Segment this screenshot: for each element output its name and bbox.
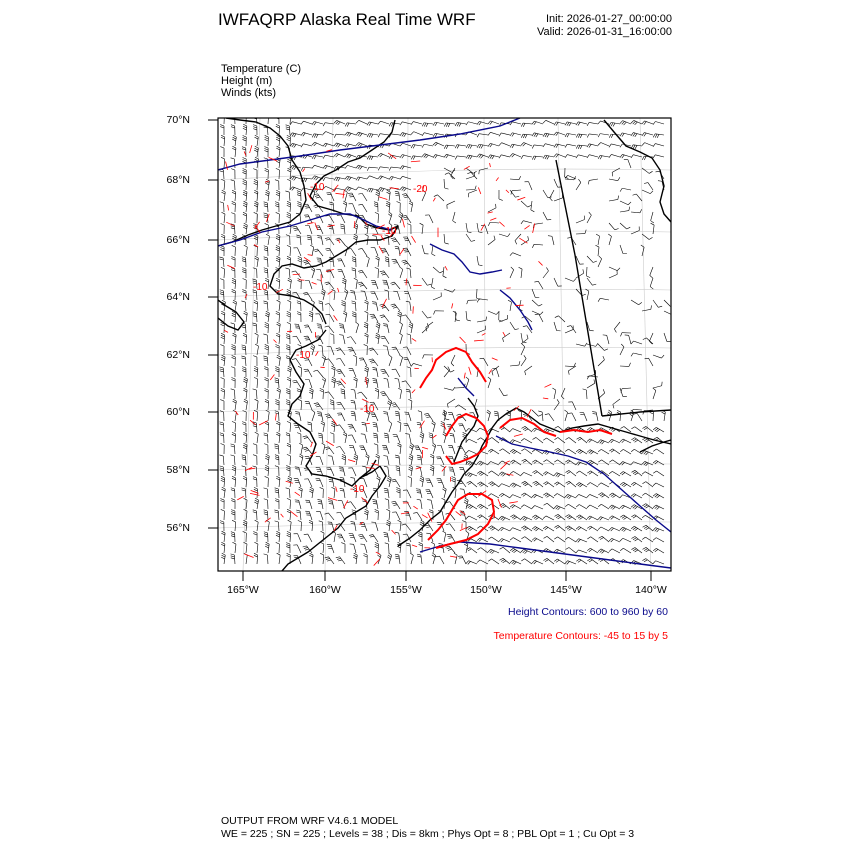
- wind-barb-feather: [253, 116, 257, 117]
- lon-label: 140°W: [635, 584, 667, 596]
- lon-label: 160°W: [309, 584, 341, 596]
- wind-barb-feather: [265, 113, 269, 115]
- temp-label: -10: [350, 484, 365, 495]
- temp-label: -10: [382, 226, 397, 237]
- lat-label: 60°N: [166, 406, 190, 418]
- temp-label: -20: [413, 184, 428, 195]
- wind-barb-feather: [275, 114, 279, 115]
- wind-barb-feather: [221, 113, 225, 115]
- lat-label: 56°N: [166, 522, 190, 534]
- wind-barb-feather: [243, 115, 247, 117]
- legend-winds: Winds (kts): [221, 87, 276, 99]
- height-contour-info: Height Contours: 600 to 960 by 60: [508, 606, 668, 618]
- wind-barb-feather: [253, 114, 257, 115]
- wind-barb-feather: [243, 113, 247, 115]
- wind-barb-feather: [275, 116, 279, 117]
- model-config-line: WE = 225 ; SN = 225 ; Levels = 38 ; Dis = 8km ; Phys Opt = 8 ; PBL Opt = 1 ; Cu Opt = 3: [221, 828, 635, 840]
- temperature-contour-info: Temperature Contours: -45 to 15 by 5: [493, 630, 668, 642]
- wind-barb-feather: [287, 113, 291, 115]
- model-output-line: OUTPUT FROM WRF V4.6.1 MODEL: [221, 815, 399, 827]
- valid-time: Valid: 2026-01-31_16:00:00: [537, 26, 672, 38]
- temp-label: -10: [360, 404, 375, 415]
- lon-label: 150°W: [470, 584, 502, 596]
- temperature-contour-segment: [366, 423, 370, 424]
- lat-label: 68°N: [166, 174, 190, 186]
- legend-height: Height (m): [221, 75, 273, 87]
- wind-barb-feather: [265, 115, 269, 117]
- lat-label: 64°N: [166, 291, 190, 303]
- lon-label: 165°W: [227, 584, 259, 596]
- lon-label: 145°W: [550, 584, 582, 596]
- init-time: Init: 2026-01-27_00:00:00: [546, 13, 672, 25]
- legend-temperature: Temperature (C): [221, 63, 302, 75]
- lat-label: 62°N: [166, 349, 190, 361]
- lat-label: 66°N: [166, 234, 190, 246]
- lon-label: 155°W: [390, 584, 422, 596]
- temp-label: -10: [253, 282, 268, 293]
- wind-barb-feather: [231, 114, 235, 115]
- temp-label: -10: [296, 350, 311, 361]
- temperature-contour-segment: [406, 279, 407, 286]
- lat-label: 58°N: [166, 464, 190, 476]
- map-title: IWFAQRP Alaska Real Time WRF: [218, 10, 476, 29]
- wind-barb-feather: [221, 115, 225, 117]
- lat-label: 70°N: [166, 114, 190, 126]
- wind-barb-feather: [672, 312, 675, 315]
- temp-label: -10: [310, 182, 325, 193]
